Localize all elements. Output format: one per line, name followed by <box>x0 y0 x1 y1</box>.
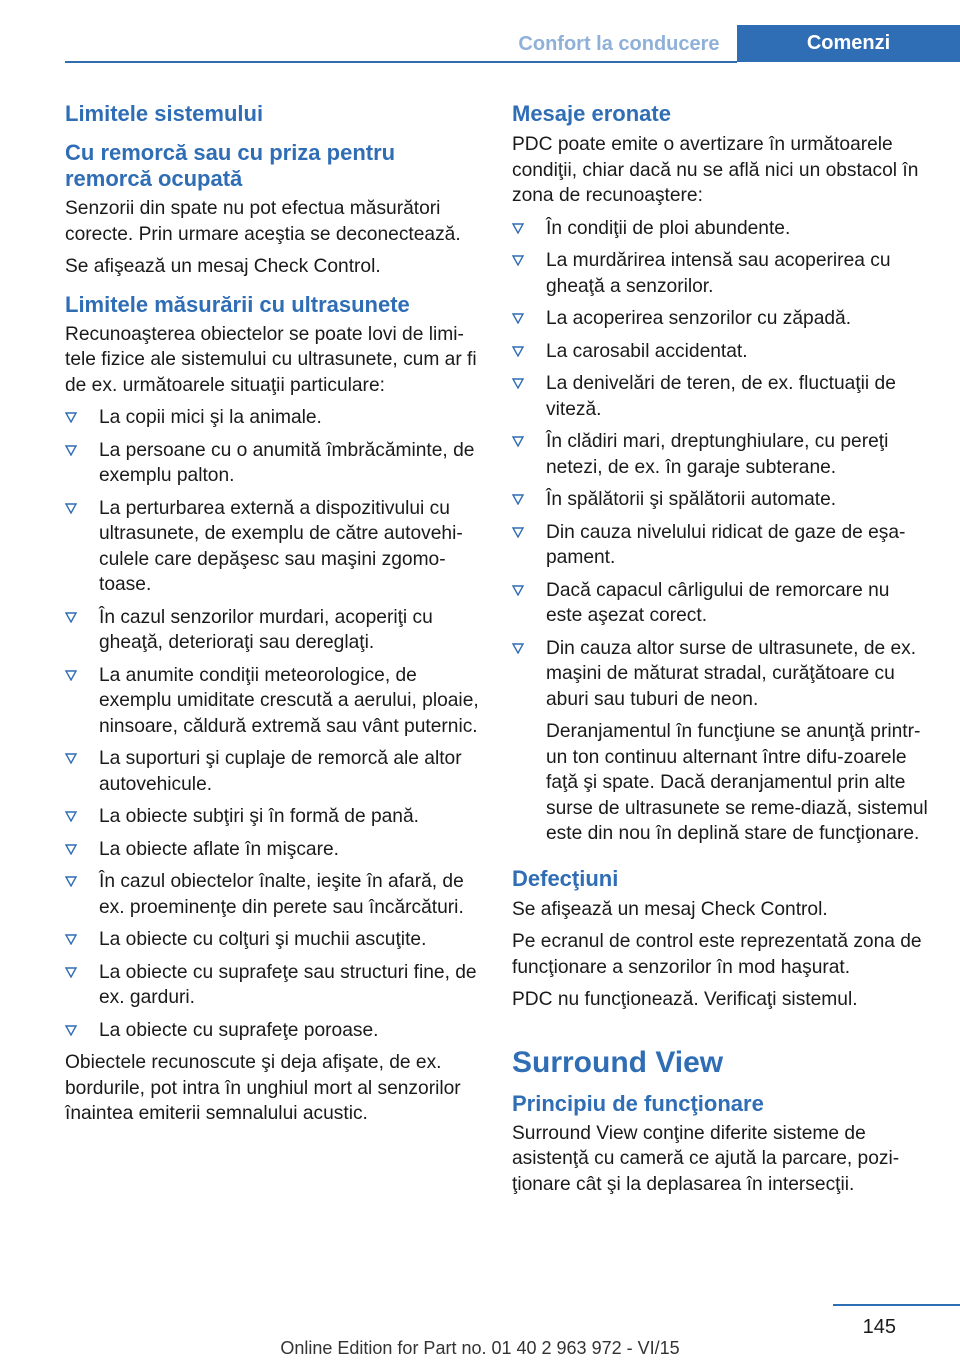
list-item: În clădiri mari, dreptunghiulare, cu pereţi netezi, de ex. în garaje subterane. <box>512 429 928 480</box>
left-column <box>65 100 479 1134</box>
triangle-bullet-icon <box>512 254 524 266</box>
triangle-bullet-icon <box>65 411 77 423</box>
heading-defects: Defecţiuni <box>512 865 619 891</box>
list-item: La obiecte aflate în mişcare. <box>65 837 479 863</box>
paragraph-trailer-1: Senzorii din spate nu pot efectua măsurători corecte. Prin urmare aceştia se deconectează. <box>65 198 461 245</box>
heading-error-messages: Mesaje eronate <box>512 101 671 126</box>
list-item: La obiecte cu colţuri şi muchii ascuţite. <box>65 927 479 953</box>
triangle-bullet-icon <box>65 669 77 681</box>
list-item: La acoperirea senzorilor cu zăpadă. <box>512 306 928 332</box>
list-item: Din cauza nivelului ridicat de gaze de eşa‐pament. <box>512 520 928 571</box>
paragraph-defects-3: PDC nu funcţionează. Verificaţi sistemul. <box>512 989 858 1010</box>
triangle-bullet-icon <box>65 933 77 945</box>
list-item: În cazul senzorilor murdari, acoperiţi cu gheaţă, deterioraţi sau dereglaţi. <box>65 605 479 656</box>
footer-rule <box>833 1304 960 1306</box>
triangle-bullet-icon <box>65 1024 77 1036</box>
list-item: Dacă capacul cârligului de remorcare nu este aşezat corect. <box>512 578 928 629</box>
paragraph-ultrasound: Recunoaşterea obiectelor se poate lovi de limi‐tele fizice ale sistemului cu ultrasunete, cum ar fi de ex. următoarele situaţii particulare: <box>65 323 477 396</box>
triangle-bullet-icon <box>512 345 524 357</box>
triangle-bullet-icon <box>65 843 77 855</box>
triangle-bullet-icon <box>65 502 77 514</box>
triangle-bullet-icon <box>65 810 77 822</box>
list-item: În condiţii de ploi abundente. <box>512 216 928 242</box>
triangle-bullet-icon <box>512 312 524 324</box>
errors-list <box>512 216 928 847</box>
list-item: La obiecte cu suprafeţe poroase. <box>65 1018 479 1044</box>
list-item: La perturbarea externă a dispozitivului cu ultrasunete, de exemplu de către autovehi‐culele care depăşesc sau maşini zgomo‐toase. <box>65 496 479 598</box>
list-item: La anumite condiţii meteorologice, de exemplu umiditate crescută a aerului, ploaie, ninsoare, căldură extremă sau vânt puternic. <box>65 663 479 740</box>
triangle-bullet-icon <box>65 611 77 623</box>
paragraph-defects-1: Se afişează un mesaj Check Control. <box>512 898 828 920</box>
list-item: La copii mici şi la animale. <box>65 405 479 431</box>
interference-note: Deranjamentul în funcţiune se anunţă printr-un ton continuu alternant între difu‐zoarele faţă şi spate. Dacă deranjamentul prin alte surse de ultrasunete se reme‐diază, sistemul este din nou în deplină stare de funcţionare. <box>546 721 928 844</box>
triangle-bullet-icon <box>65 875 77 887</box>
triangle-bullet-icon <box>512 642 524 654</box>
header-rule <box>65 61 737 63</box>
heading-ultrasound-limits: Limitele măsurării cu ultrasunete <box>65 291 410 317</box>
list-item: În cazul obiectelor înalte, ieşite în afară, de ex. proeminenţe din perete sau încărcături. <box>65 869 479 920</box>
heading-system-limits: Limitele sistemului <box>65 101 264 126</box>
list-item: La murdărirea intensă sau acoperirea cu gheaţă a senzorilor. <box>512 248 928 299</box>
triangle-bullet-icon <box>65 444 77 456</box>
list-item: Din cauza altor surse de ultrasunete, de ex. maşini de măturat stradal, curăţătoare cu aburi sau tuburi de neon. Deranjamentul în funcţiune se anunţă printr-un ton continuu alternant între difu‐zoarele faţă şi spate. Dacă deranjamentul prin alte surse de ultrasunete se reme‐diază, sistemul este din nou în deplină stare de funcţionare. <box>512 636 928 847</box>
triangle-bullet-icon <box>65 966 77 978</box>
list-item: La denivelări de teren, de ex. fluctuaţii de viteză. <box>512 371 928 422</box>
paragraph-trailer-2: Se afişează un mesaj Check Control. <box>65 256 381 277</box>
list-item: La obiecte subţiri şi în formă de pană. <box>65 804 479 830</box>
edition-note: Online Edition for Part no. 01 40 2 963 972 - VI/15 <box>280 1338 680 1358</box>
list-item: La suporturi şi cuplaje de remorcă ale altor autovehicule. <box>65 746 479 797</box>
page-number: 145 <box>862 1316 896 1338</box>
heading-principle: Principiu de funcţionare <box>512 1090 764 1116</box>
triangle-bullet-icon <box>512 377 524 389</box>
heading-trailer: Cu remorcă sau cu priza pentru remorcă ocupată <box>65 140 396 191</box>
triangle-bullet-icon <box>512 584 524 596</box>
triangle-bullet-icon <box>512 435 524 447</box>
list-item: La carosabil accidentat. <box>512 339 928 365</box>
header-tab-chapter: Comenzi <box>737 25 960 62</box>
list-item: În spălătorii şi spălătorii automate. <box>512 487 928 513</box>
triangle-bullet-icon <box>512 526 524 538</box>
heading-surround-view: Surround View <box>512 1045 724 1079</box>
list-item: La persoane cu o anumită îmbrăcăminte, de exemplu palton. <box>65 438 479 489</box>
paragraph-principle: Surround View conţine diferite sisteme de asistenţă cu cameră ce ajută la parcare, pozi‐ţionare cât şi la deplasarea în intersecţii. <box>512 1122 900 1195</box>
header-tab-section: Confort la conducere <box>518 33 720 55</box>
limits-list <box>65 405 479 1043</box>
list-item: La obiecte cu suprafeţe sau structuri fine, de ex. garduri. <box>65 960 479 1011</box>
paragraph-errors: PDC poate emite o avertizare în următoarele condiţii, chiar dacă nu se află nici un obstacol în zona de recunoaştere: <box>512 134 919 206</box>
triangle-bullet-icon <box>65 752 77 764</box>
triangle-bullet-icon <box>512 493 524 505</box>
paragraph-defects-2: Pe ecranul de control este reprezentată zona de funcţionare a senzorilor în mod haşurat. <box>512 931 922 978</box>
triangle-bullet-icon <box>512 222 524 234</box>
paragraph-blind-spot: Obiectele recunoscute şi deja afişate, de ex. bordurile, pot intra în unghiul mort al senzorilor înaintea emiterii semnalului acustic. <box>65 1052 461 1124</box>
right-column <box>512 100 928 1204</box>
